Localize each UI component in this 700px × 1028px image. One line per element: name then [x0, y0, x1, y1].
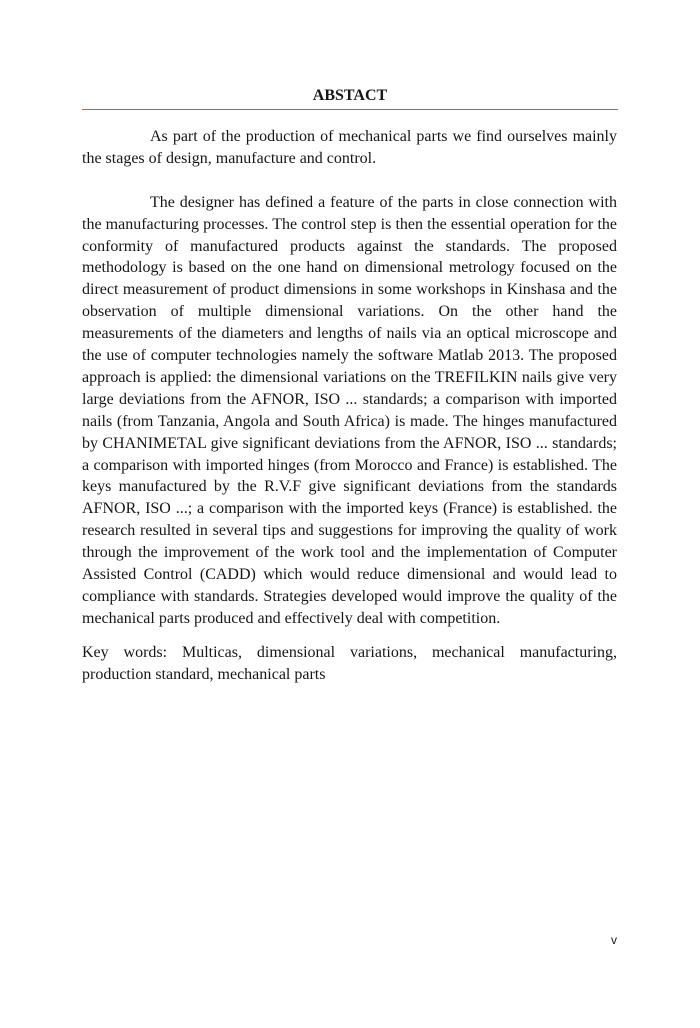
page-number: v: [611, 933, 617, 947]
abstract-heading: ABSTACT: [312, 87, 388, 104]
abstract-paragraph-intro: As part of the production of mechanical parts we find ourselves mainly the stages of design, manufacture and control.: [82, 128, 617, 167]
heading-rule: [82, 109, 618, 110]
abstract-paragraph-main: The designer has defined a feature of the parts in close connection with the manufacturing processes. The control step is then the essential operation for the conformity of manufactured products against the standards. The proposed methodology is based on the one hand on dimensional metrology focused on the direct measurement of product dimensions in some workshops in Kinshasa and the observation of multiple dimensional variations. On the other hand the measurements of the diameters and lengths of nails via an optical microscope and the use of computer technologies namely the software Matlab 2013. The proposed approach is applied: the dimensional variations on the TREFILKIN nails give very large deviations from the AFNOR, ISO ... standards; a comparison with imported nails (from Tanzania, Angola and South Africa) is made. The hinges manufactured by CHANIMETAL give significant deviations from the AFNOR, ISO ... standards; a comparison with imported hinges (from Morocco and France) is established. The keys manufactured by the R.V.F give significant deviations from the standards AFNOR, ISO ...; a comparison with the imported keys (France) is established. the research resulted in several tips and suggestions for improving the quality of work through the improvement of the work tool and the implementation of Computer Assisted Control (CADD) which would reduce dimensional and would lead to compliance with standards. Strategies developed would improve the quality of the mechanical parts produced and effectively deal with competition.: [82, 193, 617, 627]
abstract-body: [82, 126, 617, 686]
keywords-line: Key words: Multicas, dimensional variations, mechanical manufacturing, production standard, mechanical parts: [82, 643, 617, 683]
